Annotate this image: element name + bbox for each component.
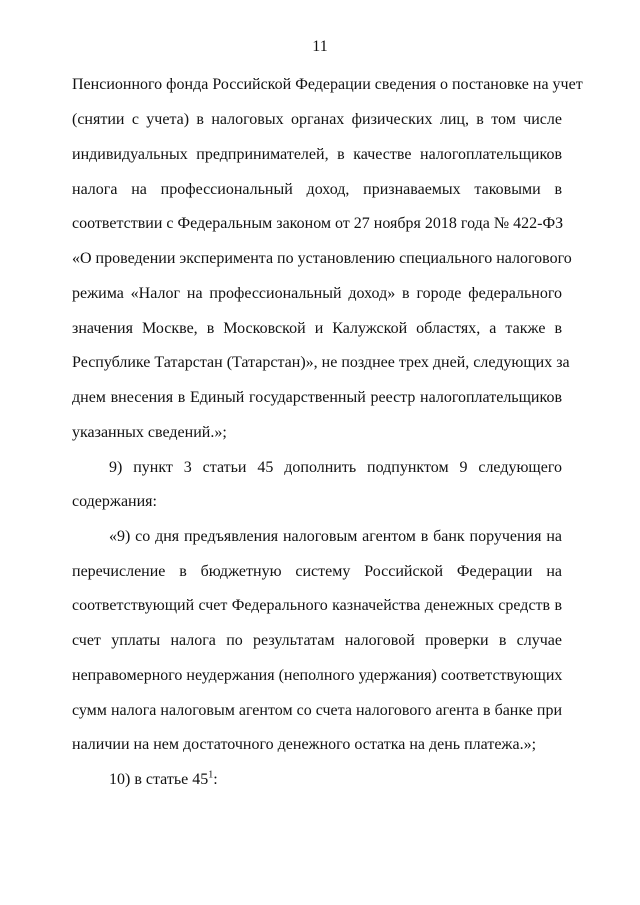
text-line: режима «Налог на профессиональный доход» в городе федерального	[72, 285, 562, 302]
text-line: индивидуальных предпринимателей, в качестве налогоплательщиков	[72, 146, 562, 163]
text-line: содержания:	[72, 493, 157, 510]
superscript: 1	[208, 769, 214, 781]
text-line: соответствующий счет Федерального казначейства денежных средств в	[72, 597, 562, 614]
text-line: сумм налога налоговым агентом со счета налогового агента в банке при	[72, 702, 562, 719]
text-line: счет уплаты налога по результатам налоговой проверки в случае	[72, 632, 562, 649]
paragraph-first-line: «9) со дня предъявления налоговым агентом в банк поручения на	[109, 528, 562, 545]
text-line: значения Москве, в Московской и Калужской областях, а также в	[72, 320, 562, 337]
text-line: днем внесения в Единый государственный реестр налогоплательщиков	[72, 389, 562, 406]
text-line: наличии на нем достаточного денежного остатка на день платежа.»;	[72, 736, 537, 753]
text-line: указанных сведений.»;	[72, 424, 227, 441]
item-text: 10) в статье 45	[109, 771, 209, 788]
text-line: налога на профессиональный доход, признаваемых таковыми в	[72, 181, 562, 198]
text-line: «О проведении эксперимента по установлению специального налогового	[72, 250, 572, 267]
item-suffix: :	[213, 771, 218, 788]
text-line: неправомерного неудержания (неполного удержания) соответствующих	[72, 667, 563, 684]
page-number: 11	[312, 38, 328, 55]
paragraph-first-line: 9) пункт 3 статьи 45 дополнить подпунктом 9 следующего	[109, 459, 562, 476]
text-line: Пенсионного фонда Российской Федерации сведения о постановке на учет	[72, 76, 583, 93]
paragraph-first-line	[72, 770, 562, 790]
text-line: (снятии с учета) в налоговых органах физических лиц, в том числе	[72, 111, 562, 128]
text-line: перечисление в бюджетную систему Российской Федерации на	[72, 563, 562, 580]
text-line: соответствии с Федеральным законом от 27 ноября 2018 года № 422-ФЗ	[72, 215, 564, 232]
text-line: Республике Татарстан (Татарстан)», не позднее трех дней, следующих за	[72, 354, 570, 371]
